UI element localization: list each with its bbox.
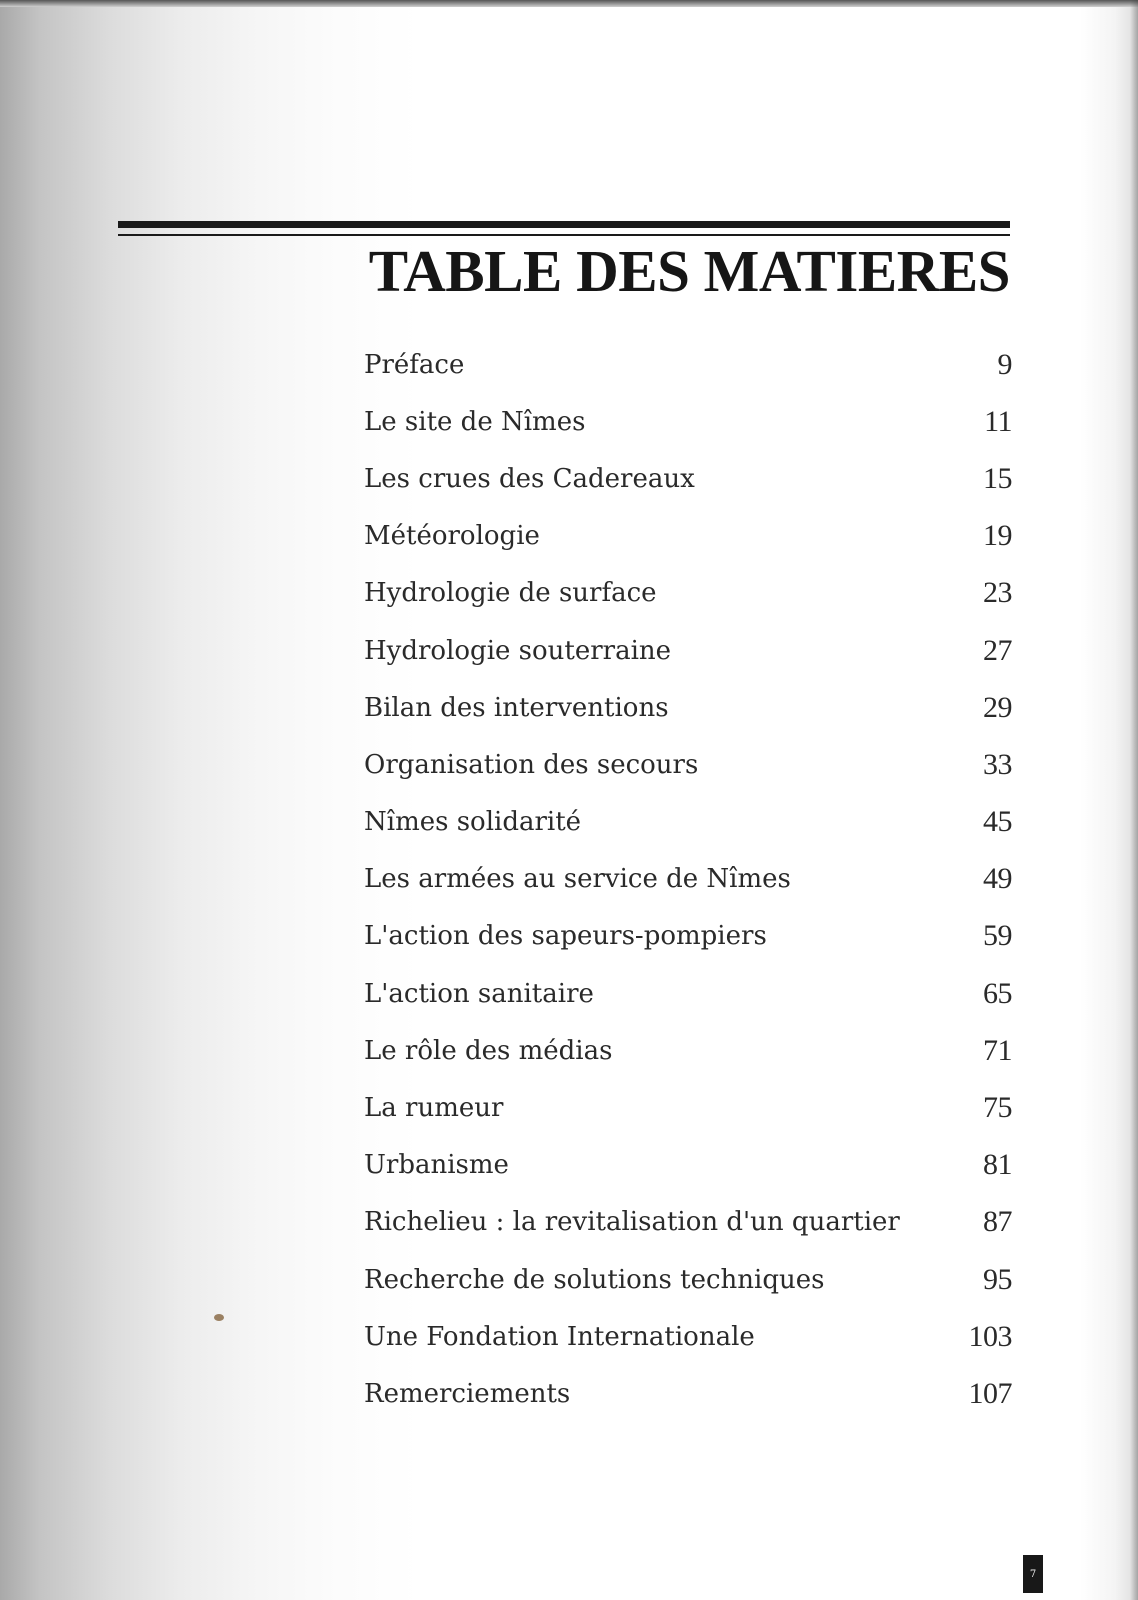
- toc-entry: [364, 736, 1012, 793]
- page-title: TABLE DES MATIERES: [368, 238, 1010, 304]
- toc-entry-page: 15: [983, 461, 1012, 495]
- toc-entry: [364, 1194, 1012, 1251]
- toc-entry: [364, 1308, 1012, 1365]
- toc-entry-title: Remerciements: [364, 1378, 571, 1409]
- toc-entry-title: L'action sanitaire: [364, 978, 594, 1009]
- toc-entry: [364, 450, 1012, 507]
- toc-entry: [364, 1022, 1012, 1079]
- toc-entry-title: Urbanisme: [364, 1150, 509, 1181]
- toc-entry-page: 87: [983, 1205, 1012, 1239]
- toc-entry-page: 59: [983, 919, 1012, 953]
- toc-entry: [364, 393, 1012, 450]
- paper-speck: [214, 1314, 224, 1321]
- toc-entry: [364, 622, 1012, 679]
- toc-entry-page: 103: [968, 1319, 1012, 1353]
- toc-entry-page: 71: [983, 1033, 1012, 1067]
- scan-top-edge: [0, 0, 1138, 7]
- toc-entry-title: Recherche de solutions techniques: [364, 1264, 825, 1295]
- toc-entry-title: Préface: [364, 349, 465, 380]
- scan-right-edge: [1130, 0, 1138, 1600]
- toc-entry-page: 49: [983, 862, 1012, 896]
- toc-entry: [364, 965, 1012, 1022]
- table-of-contents: [364, 336, 1012, 1423]
- page-number-box: [1023, 1555, 1043, 1593]
- toc-entry-title: Organisation des secours: [364, 749, 699, 780]
- toc-entry-page: 23: [983, 576, 1012, 610]
- toc-entry: [364, 1251, 1012, 1308]
- toc-entry-page: 75: [983, 1091, 1012, 1125]
- toc-entry-title: L'action des sapeurs-pompiers: [364, 921, 767, 952]
- toc-entry: [364, 851, 1012, 908]
- toc-entry-title: Hydrologie souterraine: [364, 635, 672, 666]
- toc-entry: [364, 1137, 1012, 1194]
- toc-entry-title: Les crues des Cadereaux: [364, 463, 695, 494]
- toc-entry: [364, 1365, 1012, 1422]
- toc-entry-title: Hydrologie de surface: [364, 578, 657, 609]
- toc-entry-title: Richelieu : la revitalisation d'un quartier: [364, 1207, 900, 1238]
- toc-entry: [364, 794, 1012, 851]
- toc-entry: [364, 565, 1012, 622]
- toc-entry-page: 33: [983, 747, 1012, 781]
- toc-entry-title: Bilan des interventions: [364, 692, 669, 723]
- toc-entry: [364, 908, 1012, 965]
- toc-entry-title: Une Fondation Internationale: [364, 1321, 755, 1352]
- toc-entry: [364, 1079, 1012, 1136]
- toc-entry-title: Le site de Nîmes: [364, 406, 586, 437]
- toc-entry-page: 95: [983, 1262, 1012, 1296]
- toc-entry-page: 29: [983, 690, 1012, 724]
- header-rule-thick: [118, 221, 1010, 228]
- toc-entry-title: Météorologie: [364, 521, 540, 552]
- toc-entry-title: La rumeur: [364, 1093, 504, 1124]
- toc-entry-page: 107: [968, 1376, 1012, 1410]
- toc-entry-page: 9: [997, 347, 1012, 381]
- page-number: 7: [1029, 1568, 1037, 1580]
- toc-entry-title: Le rôle des médias: [364, 1035, 613, 1066]
- toc-entry-page: 19: [983, 519, 1012, 553]
- toc-entry-title: Nîmes solidarité: [364, 807, 582, 838]
- toc-entry: [364, 336, 1012, 393]
- toc-entry-page: 45: [983, 805, 1012, 839]
- toc-entry-page: 11: [984, 404, 1012, 438]
- toc-entry: [364, 508, 1012, 565]
- toc-entry-page: 65: [983, 976, 1012, 1010]
- toc-entry-page: 27: [983, 633, 1012, 667]
- toc-entry-title: Les armées au service de Nîmes: [364, 864, 791, 895]
- toc-entry-page: 81: [983, 1148, 1012, 1182]
- toc-entry: [364, 679, 1012, 736]
